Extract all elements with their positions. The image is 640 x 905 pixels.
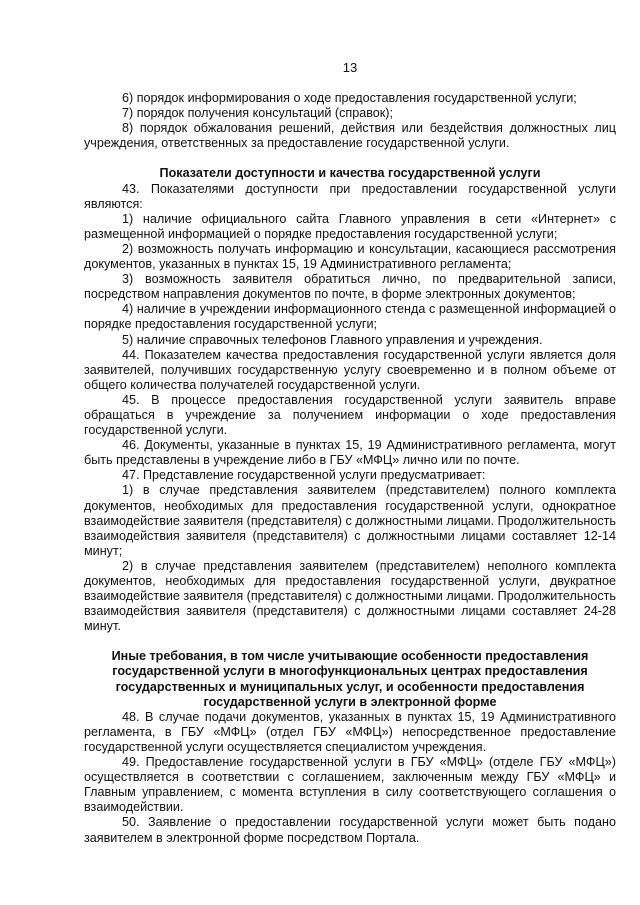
paragraph: 6) порядок информирования о ходе предоставления государственной услуги; — [122, 91, 577, 106]
paragraph: 45. В процессе предоставления государственной услуги заявитель вправе обращаться в учреждение за получением информации о ходе предоставления государственной услуги. — [84, 392, 616, 438]
paragraph: 7) порядок получения консультаций (справок); — [122, 106, 393, 121]
paragraph: 2) в случае представления заявителем (представителем) неполного комплекта документов, необходимых для предоставления государственной услуги, двукратное взаимодействие заявителя (представителя) с должностными лицами. Продолжительность взаимодействия заявителя (представителя) с должностными лицами составляет 24-28 минут. — [84, 558, 616, 634]
document-page — [84, 60, 616, 846]
paragraph: 44. Показателем качества предоставления государственной услуги является доля заявителей, получивших государственную услугу своевременно и в полном объеме от общего количества получателей государственной услуги. — [84, 347, 616, 392]
paragraph: 4) наличие в учреждении информационного стенда с размещенной информацией о порядке предоставления государственной услуги; — [84, 302, 616, 332]
paragraph: 3) возможность заявителя обратиться лично, по предварительной записи, посредством направления документов по почте, в форме электронных документов; — [84, 272, 616, 302]
paragraph: 5) наличие справочных телефонов Главного управления и учреждения. — [122, 332, 543, 347]
page-number: 13 — [342, 60, 358, 75]
section-heading-accessibility: Показатели доступности и качества государственной услуги — [159, 166, 541, 181]
paragraph: 43. Показателями доступности при предоставлении государственной услуги являются: — [84, 181, 616, 211]
paragraph: 50. Заявление о предоставлении государственной услуги может быть подано заявителем в электронной форме посредством Портала. — [84, 815, 616, 845]
paragraph: 8) порядок обжалования решений, действия или бездействия должностных лиц учреждения, ответственных за предоставление государственной услуги. — [84, 121, 616, 151]
paragraph: 47. Представление государственной услуги предусматривает: — [122, 468, 486, 483]
paragraph: 1) в случае представления заявителем (представителем) полного комплекта документов, необходимых для предоставления государственной услуги, однократное взаимодействие заявителя (представителя) с должностными лицами. Продолжительность взаимодействия заявителя (представителя) с должностными лицами составляет 12-14 минут; — [84, 483, 616, 558]
paragraph: 46. Документы, указанные в пунктах 15, 19 Административного регламента, могут быть представлены в учреждение либо в ГБУ «МФЦ» лично или по почте. — [84, 438, 616, 468]
paragraph: 2) возможность получать информацию и консультации, касающиеся рассмотрения документов, указанных в пунктах 15, 19 Административного регламента; — [84, 241, 616, 272]
paragraph: 49. Предоставление государственной услуги в ГБУ «МФЦ» (отделе ГБУ «МФЦ») осуществляется в соответствии с соглашением, заключенным между ГБУ «МФЦ» и Главным управлением, с момента вступления в силу соответствующего соглашения о взаимодействии. — [84, 755, 616, 815]
section-heading-other-requirements: Иные требования, в том числе учитывающие особенности предоставления государственной услуги в многофункциональных центрах предоставления государственных и муниципальных услуг, и особенности предоставления государственной услуги в электронной форме — [111, 649, 589, 709]
paragraph: 48. В случае подачи документов, указанных в пунктах 15, 19 Административного регламента, в ГБУ «МФЦ» (отдел ГБУ «МФЦ») непосредственное предоставление государственной услуги осуществляется специалистом учреждения. — [84, 709, 616, 754]
paragraph: 1) наличие официального сайта Главного управления в сети «Интернет» с размещенной информацией о порядке предоставления государственной услуги; — [84, 211, 616, 241]
